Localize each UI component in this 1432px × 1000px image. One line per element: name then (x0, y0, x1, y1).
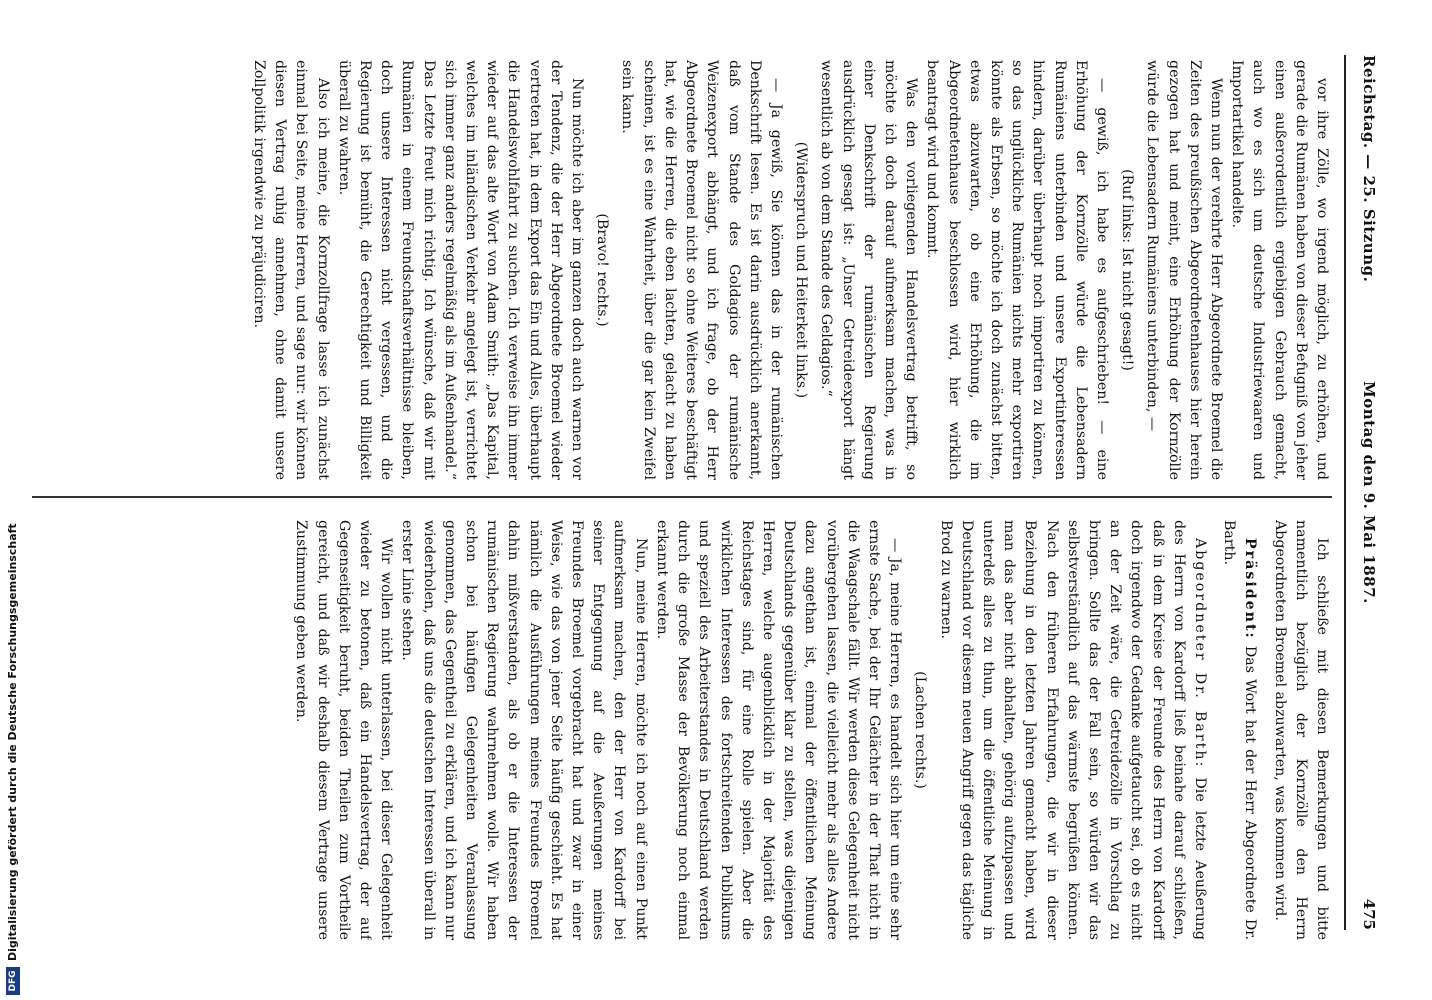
paragraph: Die letzte Aeußerung des Herrn von Kardorff ließ beinahe darauf schließen, daß in dem Kreise der Freunde des Herrn von Kardorff doch irgendwo der Gedanke aufgetaucht sei, ob es nicht an der Zeit wäre, die Getreidezölle in Vorschlag zu bringen. Sollte das der Fall sein, so würden wir das selbstverständlich auf das wärmste begrüßen können. Nach den früheren Erfahrungen, die wir in dieser Beziehung in den letzten Jahren gemacht haben, wird man das aber nicht abhalten, gehörig aufzupassen und unterdeß alles zu thun, um die öffentliche Meinung in Deutschland vor diesem neuen Angriff gegen das tägliche Brod zu warnen. (937, 520, 1208, 940)
paragraph: — Ja, meine Herren, es handelt sich hier um eine sehr ernste Sache, bei der Ihr Gelächter in der That nicht in die Waagschale fällt. Wir werden diese Gelegenheit nicht vorübergehen lassen, die vielleicht mehr als alles Andere dazu angethan ist, einmal der öffentlichen Meinung Deutschlands gegenüber klar zu stellen, was diejenigen Herren, welche augenblicklich in der Majorität des Reichstages sind, für eine Rolle spielen. Aber die wirklichen Interessen des fortschreitenden Publikums und speziell des Arbeiterstandes in Deutschland werden durch die große Masse der Bevölkerung noch einmal erkannt werden. (653, 520, 904, 940)
paragraph: — gewiß, ich habe es aufgeschrieben! — eine Erhöhung der Kornzölle würde die Lebensadern Rumäniens unterbinden und unsere Exportinteressen hindern, darüber überhaupt noch importiren zu können, so das unglückliche Rumänien nichts mehr exportiren könnte als Erbsen, so möchte ich doch zunächst bitten, etwas abzuwarten, ob eine Erhöhung, die im Abgeordnetenhause beschlossen wird, hier wirklich beantragt wird und kommt. (924, 60, 1110, 480)
paragraph: Wir wollen nicht unterlassen, bei dieser Gelegenheit wieder zu betonen, daß ein Handelsvertrag, der auf Gegenseitigkeit beruht, beiden Theilen zum Vortheile gereicht, und daß wir deshalb diesem Vertrage unsere Zustimmung geben werden. (293, 520, 395, 940)
interjection: (Ruf links: Ist nicht gesagt!) (1119, 169, 1136, 371)
header-session: Reichstag. — 25. Sitzung. (1360, 55, 1378, 283)
paragraph: vor ihre Zölle, wo irgend möglich, zu erhöhen, und gerade die Rumänen haben von dieser Befugniß von jeher einen außerordentlich ergiebigen Gebrauch gemacht, auch wo es sich um deutsche Industriewaaren und Importartikel handelte. (1229, 60, 1330, 480)
speaker-text: Das Wort hat der Herr Abgeordnete Dr. Barth. (1221, 520, 1259, 940)
paragraph: Ich schließe mit diesen Bemerkungen und bitte namentlich bezüglich der Kornzölle den Herrn Abgeordneten Broemel abzuwarten, was kommen wird. (1271, 520, 1330, 940)
paragraph: Nun möchte ich aber im ganzen doch auch warnen vor der Tendenz, die der Herr Abgeordnete Broemel wieder vertreten hat, in dem Export das Ein und Alles, überhaupt die Handelswohlfahrt zu suchen. Ich verweise ihn immer wieder auf das alte Wort von Adam Smith: „Das Kapital, welches im inländischen Verkehr angelegt ist, verrichtet sich immer ganz anders regelmäßig als im Außenhandel.“ Das Letzte freut mich richtig. Ich wünsche, daß wir mit Rumänien in einem Freundschaftsverhältnisse bleiben, doch unsere Interessen nicht vergessen, und die Regierung ist bemüht, die Gerechtigkeit und Billigkeit überall zu wahren. (335, 60, 586, 480)
speaker-name: Abgeordneter Dr. Barth: (1191, 538, 1208, 769)
paragraph: Nun, meine Herren, möchte ich noch auf einen Punkt aufmerksam machen, den der Herr von Kardorff bei seiner Entgegnung auf die Aeußerungen meines Freundes Broemel vorgebracht hat und zwar in einer Weise, wie das von jener Seite häufig geschieht. Es hat nämlich die Ausführungen meines Freundes Broemel dahin mißverstanden, als ob er die Interessen der rumänischen Regierung wahrnehmen wolle. Wir haben schon bei häufigen Gelegenheiten Veranlassung genommen, das Gegentheil zu erklären, und ich kann nur wiederholen, daß uns die deutschen Interessen überall in erster Linie stehen. (399, 520, 649, 940)
dfg-logo: DFG (6, 967, 20, 995)
page-number: 475 (1360, 898, 1378, 930)
paragraph: Was den vorliegenden Handelsvertrag betrifft, so möchte ich doch darauf aufmerksam machen, was in einer Denkschrift der rumänischen Regierung ausdrücklich gesagt ist: „Unser Getreideexport hängt wesentlich ab von dem Stande des Geldagios.“ (818, 60, 920, 480)
interjection: (Bravo! rechts.) (594, 213, 611, 327)
interjection: (Lachen rechts.) (912, 671, 929, 789)
interjection: (Widerspruch und Heiterkeit links.) (793, 141, 810, 399)
paragraph: — Ja gewiß, Sie können das in der rumänischen Denkschrift lesen. Es ist darin ausdrücklich anerkannt, daß vom Stande des Goldagios der rumänische Weizenexport abhängt, und ich frage, ob der Herr Abgeordnete Broemel nicht so ohne Weiteres beschäftigt hat, wie die Herren, die eben lachten, gelacht zu haben scheinen, ist es eine Wahrheit, über die gar kein Zweifel sein kann. (619, 60, 784, 480)
header-date: Montag den 9. Mai 1887. (1360, 381, 1378, 604)
watermark-text: Digitalisierung gefördert durch die Deutsche Forschungsgemeinschaft (6, 523, 19, 961)
speaker-name: Präsident: (1242, 538, 1259, 640)
paragraph: Also ich meine, die Kornzollfrage lasse ich zunächst einmal bei Seite, meine Herren, und sage nur: wir können diesen Vertrag ruhig annehmen, ohne damit unsere Zollpolitik irgendwie zu präjudiciren. (251, 60, 331, 480)
paragraph: Wenn nun der verehrte Herr Abgeordnete Broemel die Zeiten des preußischen Abgeordnetenhauses hier herein gezogen hat und meint, eine Erhöhung der Kornzölle würde die Lebensadern Rumäniens unterbinden, — (1144, 60, 1224, 480)
